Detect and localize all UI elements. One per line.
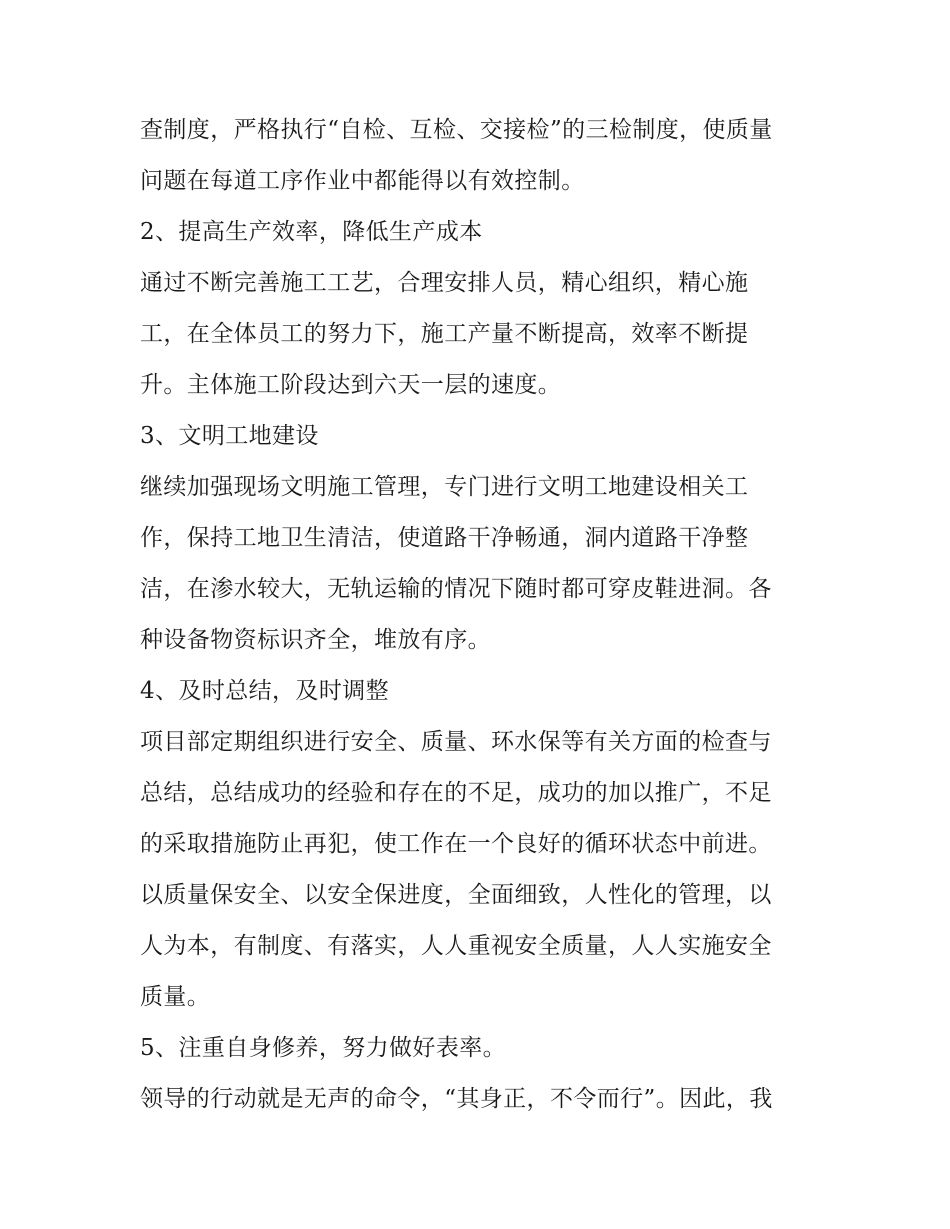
paragraph-line: 以质量保安全、以安全保进度，全面细致，人性化的管理，以 xyxy=(140,882,772,908)
section-heading: 2、提高生产效率，降低生产成本 xyxy=(140,219,483,245)
paragraph-line: 的采取措施防止再犯，使工作在一个良好的循环状态中前进。 xyxy=(140,831,772,857)
paragraph-line: 升。主体施工阶段达到六天一层的速度。 xyxy=(140,372,562,398)
paragraph-line: 继续加强现场文明施工管理，专门进行文明工地建设相关工 xyxy=(140,474,749,500)
paragraph-line: 总结，总结成功的经验和存在的不足，成功的加以推广，不足 xyxy=(140,780,772,806)
paragraph-line: 通过不断完善施工工艺，合理安排人员，精心组织，精心施 xyxy=(140,270,749,296)
paragraph-line: 项目部定期组织进行安全、质量、环水保等有关方面的检查与 xyxy=(140,729,772,755)
paragraph-line: 洁，在渗水较大，无轨运输的情况下随时都可穿皮鞋进洞。各 xyxy=(140,576,772,602)
paragraph-line: 作，保持工地卫生清洁，使道路干净畅通，洞内道路干净整 xyxy=(140,525,749,551)
paragraph-line: 查制度，严格执行“自检、互检、交接检”的三检制度，使质量 xyxy=(140,117,773,143)
paragraph-line: 问题在每道工序作业中都能得以有效控制。 xyxy=(140,168,585,194)
paragraph-line: 人为本，有制度、有落实，人人重视安全质量，人人实施安全 xyxy=(140,933,772,959)
paragraph-line: 领导的行动就是无声的命令，“其身正，不令而行”。因此，我 xyxy=(140,1086,773,1112)
paragraph-line: 质量。 xyxy=(140,984,211,1010)
section-heading: 4、及时总结，及时调整 xyxy=(140,678,390,704)
section-heading: 5、注重自身修养，努力做好表率。 xyxy=(140,1035,507,1061)
paragraph-line: 种设备物资标识齐全，堆放有序。 xyxy=(140,627,491,653)
section-heading: 3、文明工地建设 xyxy=(140,423,319,449)
paragraph-line: 工，在全体员工的努力下，施工产量不断提高，效率不断提 xyxy=(140,321,749,347)
